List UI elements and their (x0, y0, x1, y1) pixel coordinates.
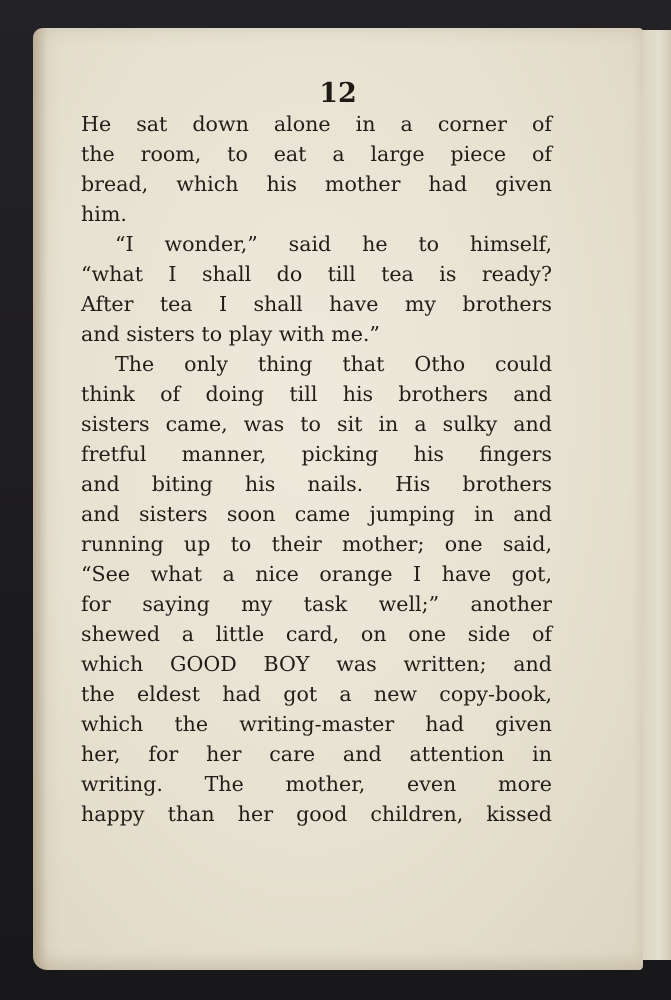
text-line: running up to their mother; one said, (81, 532, 552, 556)
adjacent-page-edge (640, 30, 671, 960)
text-line: which the writing-master had given (81, 712, 552, 736)
text-line: “what I shall do till tea is ready? (81, 262, 552, 286)
text-line: for saying my task well;” another (81, 592, 552, 616)
text-line: her, for her care and attention in (81, 742, 552, 766)
text-line: and biting his nails. His brothers (81, 472, 552, 496)
text-line: shewed a little card, on one side of (81, 622, 552, 646)
text-line: happy than her good children, kissed (81, 802, 552, 826)
page-number: 12 (319, 78, 357, 109)
body-text (81, 109, 552, 829)
text-line: and sisters soon came jumping in and (81, 502, 552, 526)
text-line: He sat down alone in a corner of (81, 112, 552, 136)
text-line: bread, which his mother had given (81, 172, 552, 196)
text-line: think of doing till his brothers and (81, 382, 552, 406)
text-line: “See what a nice orange I have got, (81, 562, 552, 586)
text-line: sisters came, was to sit in a sulky and (81, 412, 552, 436)
text-line: which GOOD BOY was written; and (81, 652, 552, 676)
text-line: the eldest had got a new copy-book, (81, 682, 552, 706)
text-line: After tea I shall have my brothers (81, 292, 552, 316)
text-line: The only thing that Otho could (115, 352, 552, 376)
text-line: writing. The mother, even more (81, 772, 552, 796)
text-line: him. (81, 202, 127, 226)
page-gutter-shadow (33, 28, 47, 970)
text-line: and sisters to play with me.” (81, 322, 380, 346)
text-line: “I wonder,” said he to himself, (115, 232, 552, 256)
text-line: fretful manner, picking his fingers (81, 442, 552, 466)
text-line: the room, to eat a large piece of (81, 142, 552, 166)
